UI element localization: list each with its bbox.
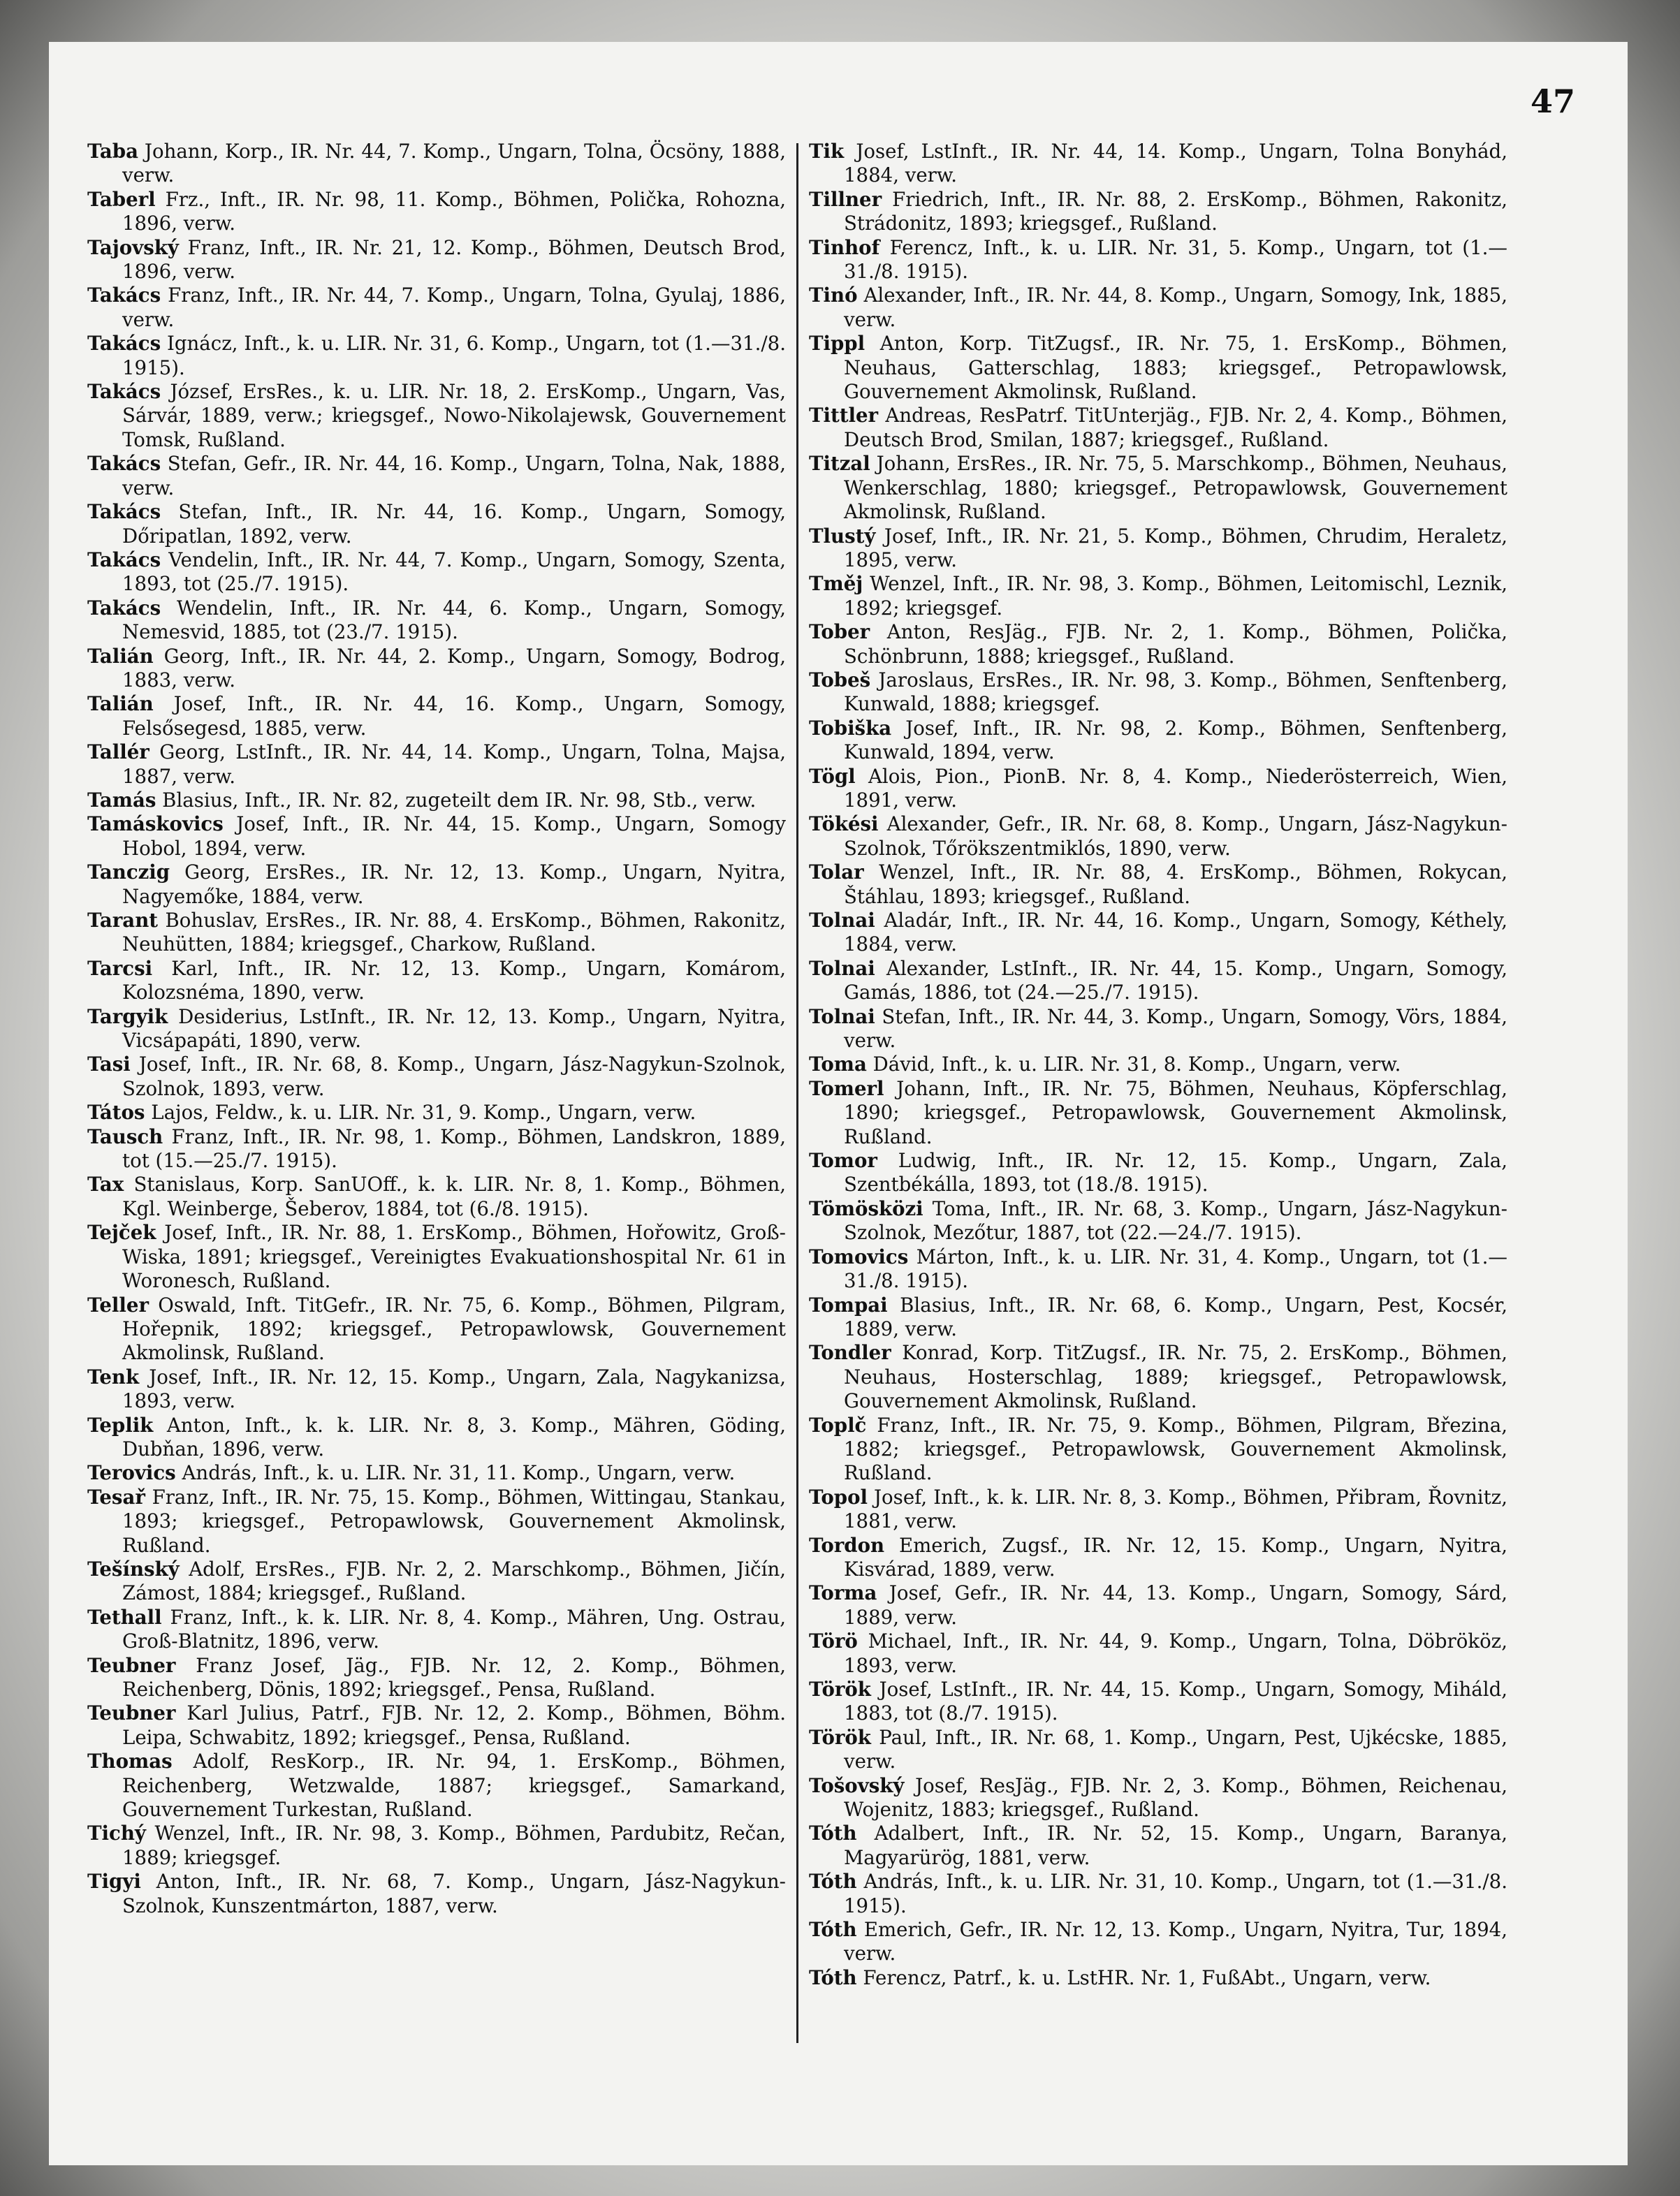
entry-surname: Tober — [809, 620, 870, 644]
register-entry — [809, 1294, 1507, 1342]
register-entry — [87, 1750, 786, 1822]
register-entry — [87, 812, 786, 861]
entry-details: Michael, Inft., IR. Nr. 44, 9. Komp., Ungarn, Tolna, Döbrököz, 1893, verw. — [844, 1630, 1507, 1677]
entry-surname: Topol — [809, 1485, 868, 1509]
entry-surname: Thomas — [87, 1750, 173, 1773]
entry-details: Karl, Inft., IR. Nr. 12, 13. Komp., Ungarn, Komárom, Kolozsnéma, 1890, verw. — [122, 956, 786, 1004]
entry-surname: Takács — [87, 380, 161, 404]
entry-details: Johann, ErsRes., IR. Nr. 75, 5. Marschkomp., Böhmen, Neuhaus, Wenkerschlag, 1880; kriegsgef., Petropawlowsk, Gouvernement Akmolinsk, Rußland. — [844, 452, 1507, 524]
entry-details: Franz, Inft., IR. Nr. 75, 15. Komp., Böhmen, Wittingau, Stankau, 1893; kriegsgef., Petropawlowsk, Gouvernement Akmolinsk, Rußland. — [122, 1485, 786, 1557]
entry-details: Adolf, ResKorp., IR. Nr. 94, 1. ErsKomp., Böhmen, Reichenberg, Wetzwalde, 1887; kriegsgef., Samarkand, Gouvernement Turkestan, Rußland. — [122, 1750, 786, 1822]
entry-surname: Terovics — [87, 1461, 176, 1485]
entry-details: Márton, Inft., k. u. LIR. Nr. 31, 4. Komp., Ungarn, tot (1.—31./8. 1915). — [844, 1245, 1507, 1293]
entry-details: Alois, Pion., PionB. Nr. 8, 4. Komp., Niederösterreich, Wien, 1891, verw. — [844, 764, 1507, 812]
entry-surname: Takács — [87, 452, 161, 476]
entry-details: Wendelin, Inft., IR. Nr. 44, 6. Komp., Ungarn, Somogy, Nemesvid, 1885, tot (23./7. 1915). — [122, 596, 786, 644]
entry-details: Georg, Inft., IR. Nr. 44, 2. Komp., Ungarn, Somogy, Bodrog, 1883, verw. — [122, 644, 786, 691]
entry-surname: Toma — [809, 1053, 867, 1076]
entry-surname: Tošovský — [809, 1773, 905, 1797]
entry-details: Josef, Inft., IR. Nr. 44, 16. Komp., Ungarn, Somogy, Felsősegesd, 1885, verw. — [122, 692, 786, 740]
entry-details: Friedrich, Inft., IR. Nr. 88, 2. ErsKomp., Böhmen, Rakonitz, Strádonitz, 1893; kriegsgef., Rußland. — [844, 187, 1508, 235]
entry-details: András, Inft., k. u. LIR. Nr. 31, 11. Komp., Ungarn, verw. — [182, 1461, 736, 1485]
entry-surname: Titzal — [809, 452, 870, 476]
entry-surname: Teplik — [87, 1413, 154, 1437]
entry-surname: Tejček — [87, 1221, 156, 1245]
entry-details: Josef, LstInft., IR. Nr. 44, 14. Komp., Ungarn, Tolna Bonyhád, 1884, verw. — [844, 140, 1507, 187]
register-entry — [809, 525, 1507, 573]
entry-details: Adalbert, Inft., IR. Nr. 52, 15. Komp., Ungarn, Baranya, Magyarürög, 1881, verw. — [844, 1822, 1507, 1869]
register-entry — [87, 957, 786, 1005]
entry-surname: Tarcsi — [87, 956, 153, 980]
entry-surname: Tenk — [87, 1365, 140, 1389]
register-entry — [87, 452, 786, 500]
entry-details: Franz Josef, Jäg., FJB. Nr. 12, 2. Komp., Böhmen, Reichenberg, Dönis, 1892; kriegsgef., Pensa, Rußland. — [122, 1653, 786, 1701]
entry-surname: Talián — [87, 692, 154, 716]
entry-details: Emerich, Gefr., IR. Nr. 12, 13. Komp., Ungarn, Nyitra, Tur, 1894, verw. — [844, 1918, 1507, 1966]
entry-details: Johann, Inft., IR. Nr. 75, Böhmen, Neuhaus, Köpferschlag, 1890; kriegsgef., Petropawlowsk, Gouvernement Akmolinsk, Rußland. — [844, 1076, 1507, 1148]
register-entry — [87, 789, 786, 812]
left-column — [87, 140, 786, 1918]
entry-surname: Tigyi — [87, 1870, 141, 1894]
register-entry — [87, 236, 786, 284]
register-entry — [87, 909, 786, 957]
entry-details: Franz, Inft., k. k. LIR. Nr. 8, 4. Komp., Mähren, Ung. Ostrau, Groß-Blatnitz, 1896, verw. — [122, 1605, 786, 1653]
entry-details: Stefan, Inft., IR. Nr. 44, 16. Komp., Ungarn, Somogy, Dőripatlan, 1892, verw. — [122, 500, 786, 548]
register-entry — [809, 765, 1507, 813]
entry-details: Paul, Inft., IR. Nr. 68, 1. Komp., Ungarn, Pest, Ujkécske, 1885, verw. — [844, 1725, 1508, 1773]
entry-details: Josef, Gefr., IR. Nr. 44, 13. Komp., Ungarn, Somogy, Sárd, 1889, verw. — [844, 1581, 1507, 1629]
entry-surname: Tátos — [87, 1101, 145, 1125]
register-entry — [87, 1005, 786, 1053]
entry-surname: Tallér — [87, 740, 149, 764]
register-entry — [809, 332, 1507, 404]
entry-surname: Takács — [87, 596, 161, 620]
register-entry — [809, 717, 1507, 765]
entry-surname: Tippl — [809, 332, 865, 356]
register-entry — [87, 692, 786, 740]
right-column — [809, 140, 1507, 1990]
entry-surname: Tausch — [87, 1125, 163, 1148]
entry-surname: Tóth — [809, 1918, 857, 1942]
entry-surname: Tinhof — [809, 235, 880, 259]
register-entry — [809, 140, 1507, 188]
register-entry — [87, 548, 786, 596]
entry-surname: Takács — [87, 284, 161, 307]
entry-details: Anton, Inft., k. k. LIR. Nr. 8, 3. Komp., Mähren, Göding, Dubňan, 1896, verw. — [122, 1413, 786, 1461]
register-entry — [87, 1654, 786, 1702]
register-entry — [87, 645, 786, 693]
register-entry — [809, 1053, 1507, 1076]
register-entry — [809, 1534, 1507, 1582]
entry-details: Anton, Korp. TitZugsf., IR. Nr. 75, 1. ErsKomp., Böhmen, Neuhaus, Gatterschlag, 1883; kriegsgef., Petropawlowsk, Gouvernement Akmolinsk, Rußland. — [844, 332, 1507, 404]
entry-details: József, ErsRes., k. u. LIR. Nr. 18, 2. ErsKomp., Ungarn, Vas, Sárvár, 1889, verw.; kriegsgef., Nowo-Nikolajewsk, Gouvernement Tomsk, Rußland. — [122, 380, 786, 451]
register-entry — [809, 1918, 1507, 1966]
register-entry — [809, 188, 1507, 236]
entry-surname: Tomor — [809, 1149, 877, 1173]
register-entry — [809, 1149, 1507, 1197]
entry-details: Georg, ErsRes., IR. Nr. 12, 13. Komp., Ungarn, Nyitra, Nagyemőke, 1884, verw. — [122, 861, 786, 908]
column-divider — [796, 143, 798, 2043]
entry-surname: Tompai — [809, 1293, 888, 1317]
register-entry — [87, 1173, 786, 1221]
register-entry — [809, 668, 1507, 717]
entry-details: Lajos, Feldw., k. u. LIR. Nr. 31, 9. Komp., Ungarn, verw. — [151, 1101, 696, 1125]
entry-surname: Tomovics — [809, 1245, 909, 1268]
register-entry — [87, 1558, 786, 1606]
entry-surname: Török — [809, 1725, 871, 1749]
entry-details: Wenzel, Inft., IR. Nr. 98, 3. Komp., Böhmen, Pardubitz, Rečan, 1889; kriegsgef. — [122, 1822, 786, 1869]
register-entry — [87, 380, 786, 452]
entry-details: Jaroslaus, ErsRes., IR. Nr. 98, 3. Komp., Böhmen, Senftenberg, Kunwald, 1888; kriegsgef. — [844, 668, 1507, 716]
register-entry — [87, 1486, 786, 1558]
entry-surname: Tamáskovics — [87, 812, 224, 836]
entry-details: Josef, Inft., IR. Nr. 44, 15. Komp., Ungarn, Somogy Hobol, 1894, verw. — [122, 812, 786, 860]
register-entry — [809, 452, 1507, 524]
entry-surname: Toplč — [809, 1413, 867, 1437]
entry-details: Georg, LstInft., IR. Nr. 44, 14. Komp., Ungarn, Tolna, Majsa, 1887, verw. — [122, 740, 786, 788]
register-entry — [87, 1221, 786, 1293]
entry-details: Ferencz, Patrf., k. u. LstHR. Nr. 1, FußAbt., Ungarn, verw. — [863, 1966, 1431, 1989]
register-entry — [87, 1701, 786, 1750]
register-entry — [809, 1726, 1507, 1774]
entry-details: Josef, Inft., IR. Nr. 21, 5. Komp., Böhmen, Chrudim, Heraletz, 1895, verw. — [844, 524, 1507, 571]
entry-details: Ignácz, Inft., k. u. LIR. Nr. 31, 6. Komp., Ungarn, tot (1.—31./8. 1915). — [122, 332, 786, 379]
register-entry — [87, 1870, 786, 1918]
register-entry — [809, 620, 1507, 668]
entry-surname: Tordon — [809, 1533, 885, 1557]
entry-details: Franz, Inft., IR. Nr. 21, 12. Komp., Böhmen, Deutsch Brod, 1896, verw. — [122, 235, 786, 284]
entry-surname: Tögl — [809, 764, 856, 788]
entry-details: Johann, Korp., IR. Nr. 44, 7. Komp., Ungarn, Tolna, Öcsöny, 1888, verw. — [122, 140, 786, 187]
entry-surname: Tanczig — [87, 861, 170, 884]
entry-details: Emerich, Zugsf., IR. Nr. 12, 15. Komp., Ungarn, Nyitra, Kisvárad, 1889, verw. — [844, 1533, 1507, 1581]
entry-surname: Tömösközi — [809, 1196, 923, 1220]
entry-details: Stefan, Inft., IR. Nr. 44, 3. Komp., Ungarn, Somogy, Vörs, 1884, verw. — [844, 1004, 1507, 1053]
entry-details: Andreas, ResPatrf. TitUnterjäg., FJB. Nr. 2, 4. Komp., Böhmen, Deutsch Brod, Smilan, 1887; kriegsgef., Rußland. — [844, 404, 1507, 451]
entry-details: Alexander, LstInft., IR. Nr. 44, 15. Komp., Ungarn, Somogy, Gamás, 1886, tot (24.—25./7. 1915). — [844, 956, 1507, 1004]
entry-surname: Tax — [87, 1173, 124, 1196]
entry-surname: Teubner — [87, 1701, 176, 1725]
entry-surname: Tolar — [809, 861, 864, 884]
entry-details: Josef, Inft., IR. Nr. 12, 15. Komp., Ungarn, Zala, Nagykanizsa, 1893, verw. — [122, 1365, 786, 1413]
page-number: 47 — [1530, 82, 1575, 120]
entry-surname: Taba — [87, 140, 138, 163]
entry-surname: Tichý — [87, 1822, 146, 1845]
entry-details: Bohuslav, ErsRes., IR. Nr. 88, 4. ErsKomp., Böhmen, Rakonitz, Neuhütten, 1884; kriegsgef., Charkow, Rußland. — [122, 909, 786, 956]
entry-surname: Tlustý — [809, 524, 876, 548]
entry-surname: Tinó — [809, 284, 858, 307]
register-entry — [809, 957, 1507, 1005]
register-entry — [87, 140, 786, 188]
register-entry — [809, 1630, 1507, 1678]
register-entry — [87, 1125, 786, 1173]
entry-surname: Tóth — [809, 1822, 857, 1845]
entry-surname: Tolnai — [809, 909, 875, 932]
entry-details: Ludwig, Inft., IR. Nr. 12, 15. Komp., Ungarn, Zala, Szentbékálla, 1893, tot (18./8. 1915). — [844, 1149, 1507, 1196]
entry-details: András, Inft., k. u. LIR. Nr. 31, 10. Komp., Ungarn, tot (1.—31./8. 1915). — [844, 1870, 1507, 1917]
entry-surname: Tolnai — [809, 1004, 875, 1028]
entry-surname: Tik — [809, 140, 845, 163]
entry-surname: Teubner — [87, 1653, 176, 1677]
entry-details: Josef, Inft., IR. Nr. 88, 1. ErsKomp., Böhmen, Hořowitz, Groß-Wiska, 1891; kriegsgef., Vereinigtes Evakuationshospital Nr. 61 in Woronesch, Rußland. — [122, 1221, 786, 1293]
register-entry — [809, 1414, 1507, 1486]
register-entry — [809, 1678, 1507, 1726]
entry-details: Dávid, Inft., k. u. LIR. Nr. 31, 8. Komp., Ungarn, verw. — [872, 1053, 1401, 1076]
entry-surname: Tondler — [809, 1341, 891, 1365]
register-entry — [87, 500, 786, 548]
entry-details: Franz, Inft., IR. Nr. 98, 1. Komp., Böhmen, Landskron, 1889, tot (15.—25./7. 1915). — [122, 1125, 786, 1173]
entry-surname: Tolnai — [809, 956, 875, 980]
entry-surname: Talián — [87, 644, 154, 668]
entry-surname: Tittler — [809, 404, 879, 427]
register-entry — [809, 1486, 1507, 1534]
entry-surname: Tillner — [809, 187, 882, 211]
entry-details: Oswald, Inft. TitGefr., IR. Nr. 75, 6. Komp., Böhmen, Pilgram, Hořepnik, 1892; kriegsgef., Petropawlowsk, Gouvernement Akmolinsk, Rußland. — [122, 1293, 786, 1365]
entry-surname: Tethall — [87, 1605, 162, 1629]
entry-details: Anton, ResJäg., FJB. Nr. 2, 1. Komp., Böhmen, Polička, Schönbrunn, 1888; kriegsgef., Rußland. — [844, 620, 1507, 668]
entry-surname: Tökési — [809, 812, 879, 836]
entry-surname: Tasi — [87, 1053, 131, 1076]
entry-details: Ferencz, Inft., k. u. LIR. Nr. 31, 5. Komp., Ungarn, tot (1.—31./8. 1915). — [844, 235, 1507, 284]
entry-details: Alexander, Inft., IR. Nr. 44, 8. Komp., Ungarn, Somogy, Ink, 1885, verw. — [844, 284, 1507, 331]
register-entry — [87, 1101, 786, 1125]
entry-details: Aladár, Inft., IR. Nr. 44, 16. Komp., Ungarn, Somogy, Kéthely, 1884, verw. — [844, 909, 1507, 956]
entry-surname: Tomerl — [809, 1076, 884, 1100]
entry-details: Adolf, ErsRes., FJB. Nr. 2, 2. Marschkomp., Böhmen, Jičín, Zámost, 1884; kriegsgef., Rußland. — [122, 1557, 786, 1605]
register-entry — [809, 1822, 1507, 1870]
register-entry — [87, 1606, 786, 1654]
entry-details: Vendelin, Inft., IR. Nr. 44, 7. Komp., Ungarn, Somogy, Szenta, 1893, tot (25./7. 1915). — [122, 548, 786, 596]
entry-surname: Teller — [87, 1293, 149, 1317]
register-entry — [87, 1461, 786, 1485]
entry-surname: Török — [809, 1678, 871, 1701]
entry-surname: Tobiška — [809, 716, 892, 740]
entry-details: Stanislaus, Korp. SanUOff., k. k. LIR. Nr. 8, 1. Komp., Böhmen, Kgl. Weinberge, Šeberov, 1884, tot (6./8. 1915). — [122, 1173, 786, 1220]
entry-surname: Tamás — [87, 788, 156, 812]
entry-details: Toma, Inft., IR. Nr. 68, 3. Komp., Ungarn, Jász-Nagykun-Szolnok, Mezőtur, 1887, tot (22.—24./7. 1915). — [844, 1196, 1507, 1245]
entry-details: Josef, ResJäg., FJB. Nr. 2, 3. Komp., Böhmen, Reichenau, Wojenitz, 1883; kriegsgef., Rußland. — [844, 1773, 1507, 1822]
register-entry — [87, 861, 786, 909]
entry-surname: Tarant — [87, 909, 158, 932]
register-entry — [809, 909, 1507, 957]
entry-surname: Takács — [87, 548, 161, 571]
entry-details: Blasius, Inft., IR. Nr. 82, zugeteilt dem IR. Nr. 98, Stb., verw. — [162, 788, 757, 812]
entry-surname: Tobeš — [809, 668, 871, 691]
register-entry — [809, 1341, 1507, 1413]
entry-surname: Torma — [809, 1581, 877, 1605]
register-entry — [87, 596, 786, 645]
entry-surname: Törö — [809, 1630, 858, 1653]
register-entry — [809, 236, 1507, 284]
register-entry — [809, 1197, 1507, 1245]
entry-surname: Tešínský — [87, 1557, 180, 1581]
register-entry — [809, 572, 1507, 620]
entry-details: Josef, LstInft., IR. Nr. 44, 15. Komp., Ungarn, Somogy, Miháld, 1883, tot (8./7. 1915). — [844, 1678, 1507, 1725]
entry-surname: Targyik — [87, 1004, 168, 1028]
register-entry — [809, 404, 1507, 452]
register-entry — [809, 1005, 1507, 1053]
entry-details: Franz, Inft., IR. Nr. 75, 9. Komp., Böhmen, Pilgram, Březina, 1882; kriegsgef., Petropawlowsk, Gouvernement Akmolinsk, Rußland. — [844, 1413, 1507, 1485]
register-entry — [809, 1870, 1507, 1918]
register-entry — [87, 1053, 786, 1101]
register-entry — [809, 1581, 1507, 1630]
register-entry — [87, 1294, 786, 1366]
entry-details: Stefan, Gefr., IR. Nr. 44, 16. Komp., Ungarn, Tolna, Nak, 1888, verw. — [122, 452, 786, 499]
register-entry — [809, 1245, 1507, 1294]
register-entry — [87, 332, 786, 380]
entry-details: Josef, Inft., IR. Nr. 98, 2. Komp., Böhmen, Senftenberg, Kunwald, 1894, verw. — [844, 716, 1507, 764]
register-entry — [809, 1774, 1507, 1822]
entry-details: Wenzel, Inft., IR. Nr. 88, 4. ErsKomp., Böhmen, Rokycan, Štáhlau, 1893; kriegsgef., Rußland. — [844, 861, 1507, 908]
entry-surname: Tesař — [87, 1485, 145, 1509]
register-entry — [809, 284, 1507, 332]
register-entry — [809, 1966, 1507, 1990]
entry-surname: Tajovský — [87, 235, 179, 259]
entry-details: Karl Julius, Patrf., FJB. Nr. 12, 2. Komp., Böhmen, Böhm. Leipa, Schwabitz, 1892; kriegsgef., Pensa, Rußland. — [122, 1701, 786, 1749]
entry-details: Konrad, Korp. TitZugsf., IR. Nr. 75, 2. ErsKomp., Böhmen, Neuhaus, Hosterschlag, 1889; kriegsgef., Petropawlowsk, Gouvernement Akmolinsk, Rußland. — [844, 1341, 1507, 1413]
register-entry — [809, 861, 1507, 909]
entry-surname: Tměj — [809, 572, 863, 596]
entry-surname: Taberl — [87, 187, 156, 211]
entry-details: Franz, Inft., IR. Nr. 44, 7. Komp., Ungarn, Tolna, Gyulaj, 1886, verw. — [122, 284, 786, 331]
register-entry — [87, 1366, 786, 1414]
entry-details: Blasius, Inft., IR. Nr. 68, 6. Komp., Ungarn, Pest, Kocsér, 1889, verw. — [844, 1293, 1507, 1340]
entry-details: Josef, Inft., k. k. LIR. Nr. 8, 3. Komp., Böhmen, Přibram, Řovnitz, 1881, verw. — [844, 1485, 1507, 1533]
entry-details: Frz., Inft., IR. Nr. 98, 11. Komp., Böhmen, Polička, Rohozna, 1896, verw. — [122, 187, 786, 235]
register-entry — [87, 1822, 786, 1870]
entry-details: Josef, Inft., IR. Nr. 68, 8. Komp., Ungarn, Jász-Nagykun-Szolnok, Szolnok, 1893, verw. — [122, 1053, 786, 1100]
entry-surname: Tóth — [809, 1966, 857, 1989]
entry-details: Alexander, Gefr., IR. Nr. 68, 8. Komp., Ungarn, Jász-Nagykun-Szolnok, Tőrökszentmiklós, 1890, verw. — [844, 812, 1507, 860]
register-entry — [87, 740, 786, 789]
register-entry — [87, 1414, 786, 1462]
register-entry — [809, 812, 1507, 861]
entry-surname: Takács — [87, 332, 161, 356]
entry-details: Anton, Inft., IR. Nr. 68, 7. Komp., Ungarn, Jász-Nagykun-Szolnok, Kunszentmárton, 1887, verw. — [122, 1870, 786, 1917]
entry-surname: Tóth — [809, 1870, 857, 1894]
register-entry — [87, 284, 786, 332]
entry-surname: Takács — [87, 500, 161, 524]
register-entry — [87, 188, 786, 236]
entry-details: Wenzel, Inft., IR. Nr. 98, 3. Komp., Böhmen, Leitomischl, Leznik, 1892; kriegsgef. — [844, 572, 1508, 620]
register-entry — [809, 1077, 1507, 1149]
entry-details: Desiderius, LstInft., IR. Nr. 12, 13. Komp., Ungarn, Nyitra, Vicsápapáti, 1890, verw. — [122, 1004, 786, 1053]
